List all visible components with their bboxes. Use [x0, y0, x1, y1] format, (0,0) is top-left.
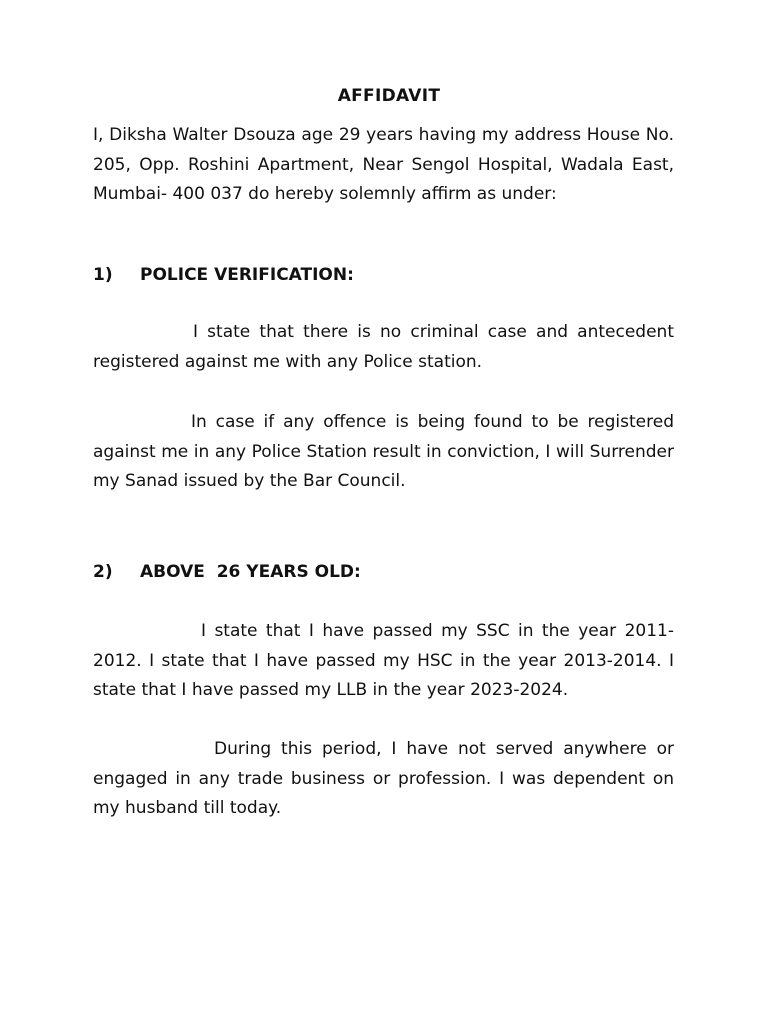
section-heading-police-verification	[93, 263, 354, 287]
section-title: POLICE VERIFICATION:	[140, 265, 354, 285]
section-title: ABOVE 26 YEARS OLD:	[140, 562, 361, 582]
section-paragraph: I state that there is no criminal case and antecedent registered against me with any Police station.	[93, 322, 674, 372]
section-paragraph: I state that I have passed my SSC in the year 2011-2012. I state that I have passed my HSC in the year 2013-2014. I state that I have passed my LLB in the year 2023-2024.	[93, 621, 674, 700]
section-heading-age	[93, 560, 361, 584]
document-title: AFFIDAVIT	[337, 86, 441, 106]
intro-paragraph: I, Diksha Walter Dsouza age 29 years having my address House No. 205, Opp. Roshini Apartment, Near Sengol Hospital, Wadala East, Mumbai- 400 037 do hereby solemnly affirm as under:	[93, 125, 674, 204]
section-number: 1)	[93, 265, 113, 285]
section-number: 2)	[93, 562, 113, 582]
section-paragraph: During this period, I have not served anywhere or engaged in any trade business or profession. I was dependent on my husband till today.	[93, 739, 674, 818]
section-paragraph: In case if any offence is being found to be registered against me in any Police Station result in conviction, I will Surrender my Sanad issued by the Bar Council.	[93, 412, 674, 491]
